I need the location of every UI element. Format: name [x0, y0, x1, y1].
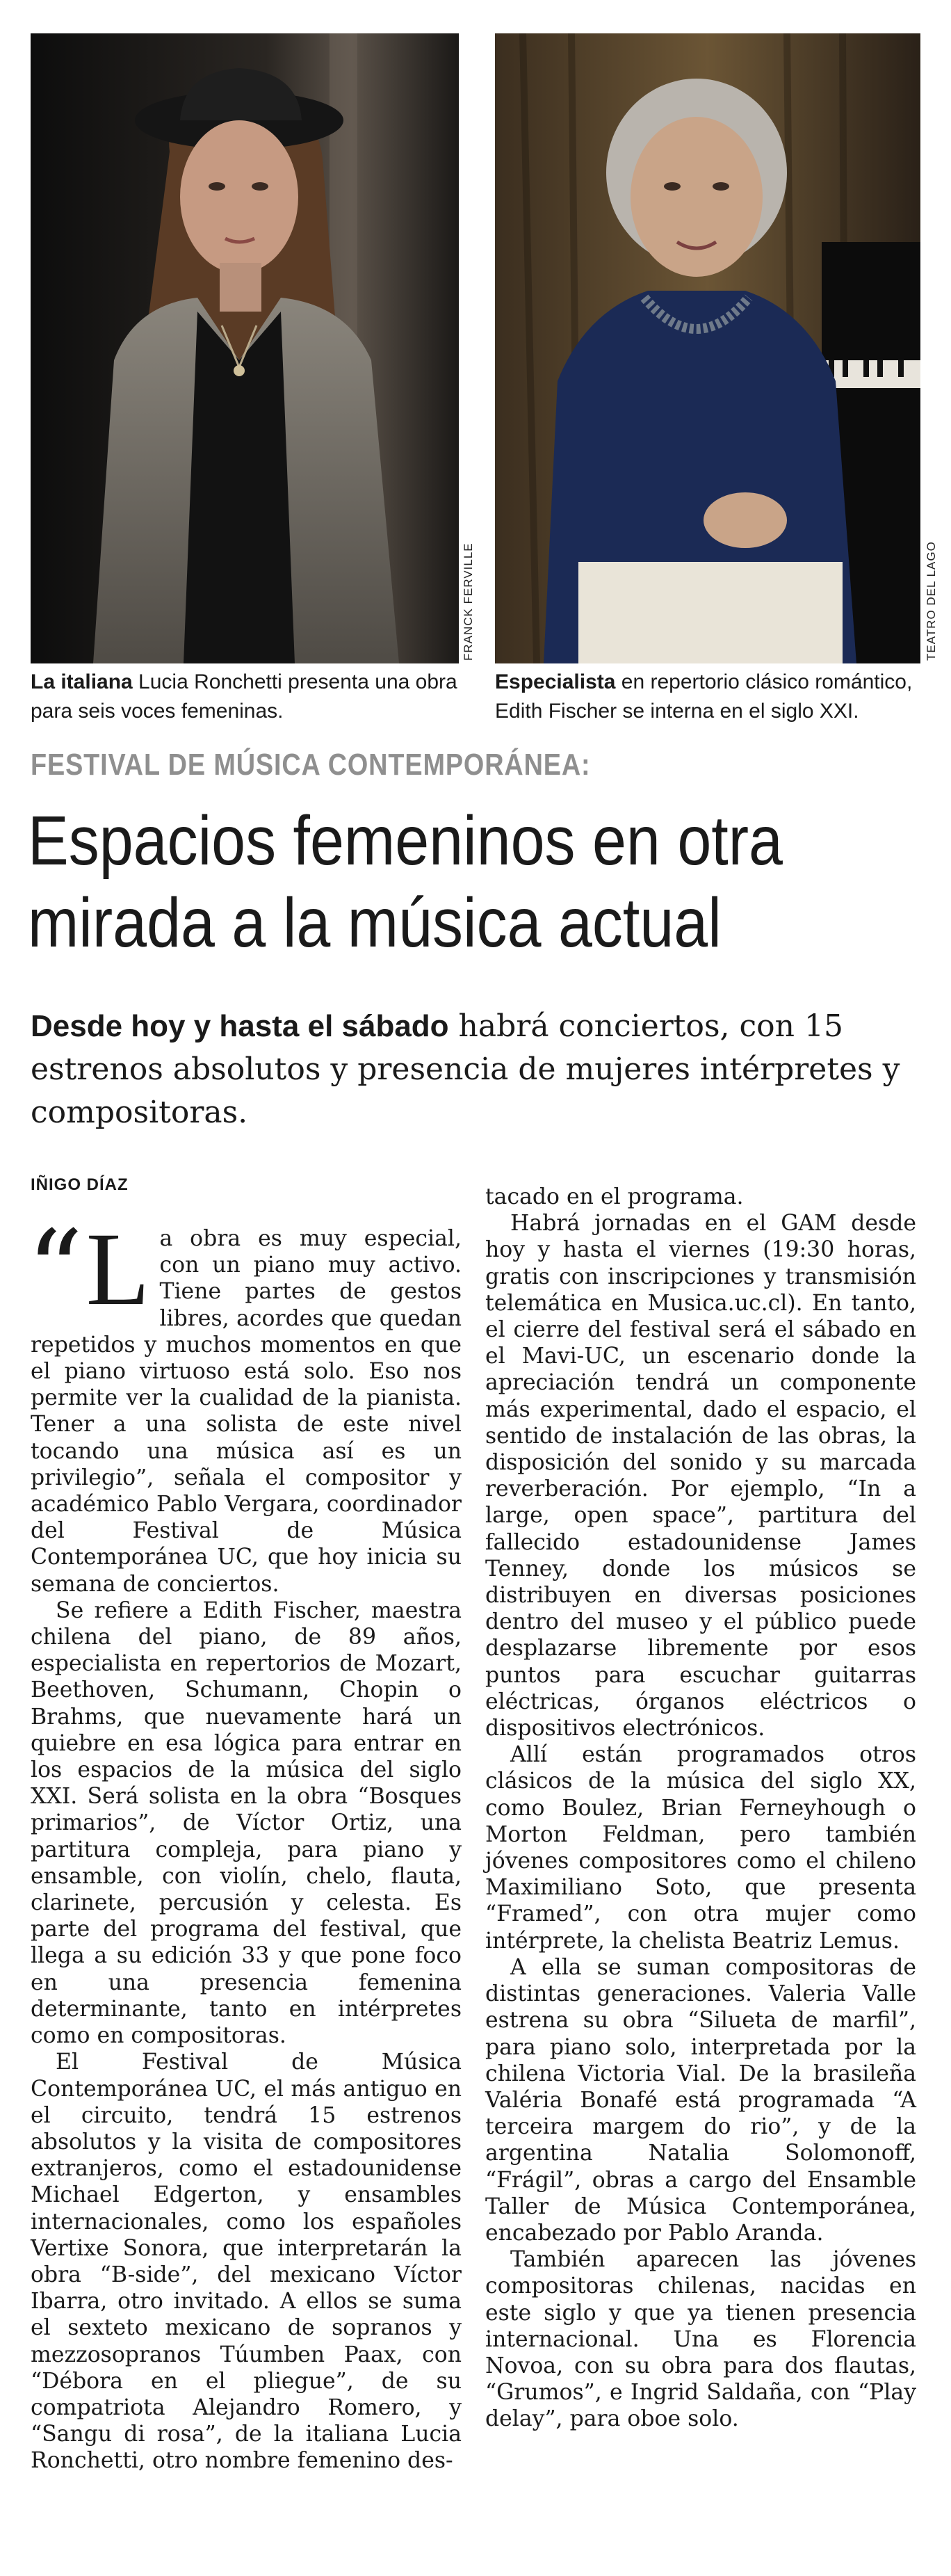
- paragraph: tacado en el programa.: [485, 1184, 744, 1209]
- caption-text-left: Lucia Ronchetti presenta una obra para seis voces femeninas.: [31, 670, 457, 723]
- article-byline: IÑIGO DÍAZ: [31, 1175, 129, 1194]
- photo-lucia-ronchetti: [31, 33, 459, 663]
- article-deck: [31, 1005, 907, 1134]
- portrait-photo-icon: [31, 33, 459, 663]
- caption-text-right: en repertorio clásico romántico, Edith Fischer se interna en el siglo XXI.: [495, 670, 913, 723]
- paragraph: El Festival de Música Contemporánea UC, el más antiguo en el circuito, tendrá 15 estrenos absolutos y la visita de compositores extranjeros, como el estadounidense Michael Edgerton, y ensambles internacionales, como los españoles Vertixe Sonora, que interpretarán la obra “B-side”, del mexicano Víctor Ibarra, otro invitado. A ellos se suma el sexteto mexicano de sopranos y mezzosopranos Túumben Paax, con “Débora en el pliegue”, de su compatriota Alejandro Romero, y “Sangu di rosa”, de la italiana Lucia Ronchetti, otro nombre femenino des-: [31, 2050, 462, 2474]
- photo-caption-left: [31, 668, 462, 726]
- article-column-left: [26, 1206, 462, 2474]
- drop-cap: L: [86, 1211, 150, 1327]
- opening-quote-mark: “: [26, 1206, 83, 1336]
- paragraph: Se refiere a Edith Fischer, maestra chilena del piano, de 89 años, especialista en repertorios de Mozart, Beethoven, Schumann, Chopin o Brahms, que nuevamente hará un quiebre en esa lógica para entrar en los espacios de la música del siglo XXI. Será solista en la obra “Bosques primarios”, de Víctor Ortiz, una partitura compleja, para piano y ensamble, con violín, chelo, flauta, clarinete, percusión y celesta. Es parte del programa del festival, que llega a su edición 33 y que pone foco en una presencia femenina determinante, tanto en intérpretes como en compositoras.: [31, 1597, 462, 2049]
- paragraph: También aparecen las jóvenes compositoras chilenas, nacidas en este siglo y que ya tienen presencia internacional. Una es Florencia Novoa, con su obra para dos flautas, “Grumos”, e Ingrid Saldaña, con “Play delay”, para oboe solo.: [485, 2247, 916, 2432]
- article-headline: [28, 800, 823, 964]
- article-kicker: FESTIVAL DE MÚSICA CONTEMPORÁNEA:: [31, 748, 591, 782]
- paragraph: A ella se suman compositoras de distintas generaciones. Valeria Valle estrena su obra “Silueta de marfil”, para piano solo, interpretada por la chilena Victoria Vial. De la brasileña Valéria Bonafé está programada “A terceira margem do rio”, y de la argentina Natalia Solomonoff, “Frágil”, obras a cargo del Ensamble Taller de Música Contemporánea, encabezado por Pablo Aranda.: [485, 1954, 916, 2246]
- caption-lead-right: Especialista: [495, 670, 616, 693]
- photo-credit-right: TEATRO DEL LAGO: [925, 541, 938, 661]
- opening-paragraph: [26, 1206, 462, 1597]
- photo-credit-left: FRANCK FERVILLE: [462, 542, 475, 661]
- paragraph: Allí están programados otros clásicos de la música del siglo XX, como Boulez, Brian Ferneyhough o Morton Feldman, pero también jóvenes compositores como el chileno Maximiliano Soto, que presenta “Framed”, con otra mujer como intérprete, la chelista Beatriz Lemus.: [485, 1742, 916, 1954]
- deck-lead: Desde hoy y hasta el sábado: [31, 1009, 449, 1043]
- portrait-photo-icon: [495, 33, 920, 663]
- headline-line-1: Espacios femeninos en otra: [28, 802, 783, 880]
- deck-text: habrá conciertos, con 15 estrenos absolutos y presencia de mujeres intérpretes y compositoras.: [31, 1008, 900, 1130]
- headline-line-2: mirada a la música actual: [28, 884, 722, 962]
- paragraph: a obra es muy especial, con un piano muy activo. Tiene partes de gestos libres, acordes que quedan repetidos y muchos momentos en que el piano virtuoso está solo. Eso nos permite ver la cualidad de la pianista. Tener a una solista de este nivel tocando una música así es un privilegio”, señala el compositor y académico Pablo Vergara, coordinador del Festival de Música Contemporánea UC, que hoy inicia su semana de conciertos.: [31, 1226, 462, 1597]
- paragraph: Habrá jornadas en el GAM desde hoy y hasta el viernes (19:30 horas, gratis con inscripciones y transmisión telemática en Musica.uc.cl). En tanto, el cierre del festival será el sábado en el Mavi-UC, un escenario donde la apreciación tendrá un componente más experimental, dado el espacio, el sentido de instalación de las obras, la disposición del sonido y su marcada reverberación. Por ejemplo, “In a large, open space”, partitura del fallecido estadounidense James Tenney, donde los músicos se distribuyen en diversas posiciones dentro del museo y el público puede desplazarse libremente por esos puntos para escuchar guitarras eléctricas, órganos eléctricos o dispositivos electrónicos.: [485, 1211, 916, 1741]
- photo-caption-right: [495, 668, 940, 726]
- caption-lead-left: La italiana: [31, 670, 133, 693]
- article-column-right: [485, 1184, 916, 2433]
- photo-edith-fischer: [495, 33, 920, 663]
